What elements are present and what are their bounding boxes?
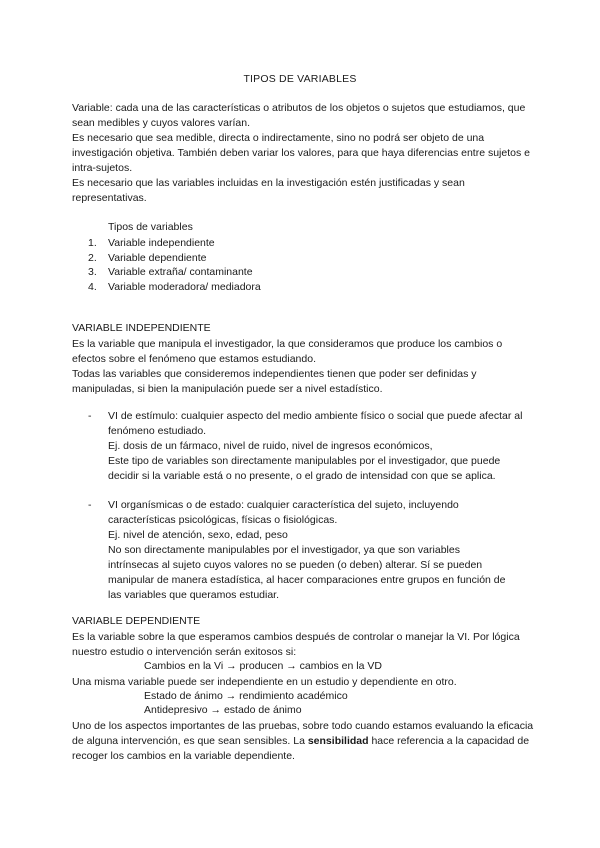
list-item: 2. Variable dependiente: [88, 251, 207, 264]
stimulus-example: Ej. dosis de un fármaco, nivel de ruido, nivel de ingresos económicos,: [108, 440, 433, 452]
independent-heading: VARIABLE INDEPENDIENTE: [72, 322, 211, 334]
dependent-heading: VARIABLE DEPENDIENTE: [72, 615, 201, 627]
bullet-organismic: - VI organísmicas o de estado: cualquier característica del sujeto, incluyendo características psicológicas, físicas o fisiológicas. Ej. nivel de atención, sexo, edad, peso No son directamente manipulables por el investigador, ya que son variables intrínsecas al sujeto cuyos valores no se pueden (o deben) alterar. Sí se pueden manipular de manera estadística, al hacer comparaciones entre grupos en función de las variables que queramos estudiar.: [88, 498, 508, 603]
intro-justified: Es necesario que las variables incluidas en la investigación estén justificadas y sean representativas.: [72, 177, 465, 204]
dependent-example-1: Estado de ánimo → rendimiento académico: [144, 690, 348, 702]
list-item: 3. Variable extraña/ contaminante: [88, 266, 253, 278]
dependent-definition: Es la variable sobre la que esperamos cambios después de controlar o manejar la VI. Por lógica nuestro estudio o intervención serán exitosos si:: [72, 631, 520, 658]
list-item: 4. Variable moderadora/ mediadora: [88, 280, 261, 293]
stimulus-note: Este tipo de variables son directamente manipulables por el investigador, que puede decidir si la variable está o no presente, o el grado de intensidad con que se aplica.: [108, 455, 501, 482]
intro-definition: Variable: cada una de las características o atributos de los objetos o sujetos que estudiamos, que sean medibles y cuyos valores varían.: [72, 102, 526, 129]
stimulus-definition: VI de estímulo: cualquier aspecto del medio ambiente físico o social que puede afectar al fenómeno estudiado.: [108, 410, 523, 437]
page-title: TIPOS DE VARIABLES: [243, 73, 357, 85]
dependent-example-2: Antidepresivo → estado de ánimo: [144, 704, 302, 716]
organismic-definition: VI organísmicas o de estado: cualquier característica del sujeto, incluyendo características psicológicas, físicas o fisiológicas.: [108, 499, 459, 526]
bullet-stimulus: - VI de estímulo: cualquier aspecto del medio ambiente físico o social que puede afectar al fenómeno estudiado. Ej. dosis de un fármaco, nivel de ruido, nivel de ingresos económicos, Este tipo de variables son directamente manipulables por el investigador, que puede decidir si la variable está o no presente, o el grado de intensidad con que se aplica.: [88, 409, 526, 484]
intro-section: [72, 101, 542, 206]
dependent-formula: Cambios en la Vi → producen → cambios en la VD: [144, 660, 382, 672]
dependent-dual-role: Una misma variable puede ser independiente en un estudio y dependiente en otro.: [72, 676, 457, 688]
independent-section: [72, 337, 534, 397]
organismic-note: No son directamente manipulables por el investigador, ya que son variables intrínsecas al sujeto cuyos valores no se pueden (o deben) alterar. Sí se pueden manipular de manera estadística, al hacer comparaciones entre grupos en función de las variables que queramos estudiar.: [108, 544, 506, 601]
dependent-sensitivity: Uno de los aspectos importantes de las pruebas, sobre todo cuando estamos evaluando la eficacia de alguna intervención, es que sean sensibles. La sensibilidad hace referencia a la capacidad de recoger los cambios en la variable dependiente.: [72, 720, 534, 762]
independent-definition: Es la variable que manipula el investigador, la que consideramos que produce los cambios o efectos sobre el fenómeno que estamos estudiando.: [72, 338, 503, 365]
list-item: 1. Variable independiente: [88, 237, 215, 249]
independent-manipulation: Todas las variables que consideremos independientes tienen que poder ser definidas y manipuladas, si bien la manipulación puede ser a nivel estadístico.: [72, 368, 477, 395]
types-list: [88, 236, 261, 294]
sensitivity-term: sensibilidad: [307, 735, 369, 747]
types-heading: Tipos de variables: [108, 221, 193, 233]
organismic-example: Ej. nivel de atención, sexo, edad, peso: [108, 529, 288, 541]
intro-measurable: Es necesario que sea medible, directa o indirectamente, sino no podrá ser objeto de una investigación objetiva. También deben variar los valores, para que haya diferencias entre sujetos e intra-sujetos.: [72, 132, 530, 174]
